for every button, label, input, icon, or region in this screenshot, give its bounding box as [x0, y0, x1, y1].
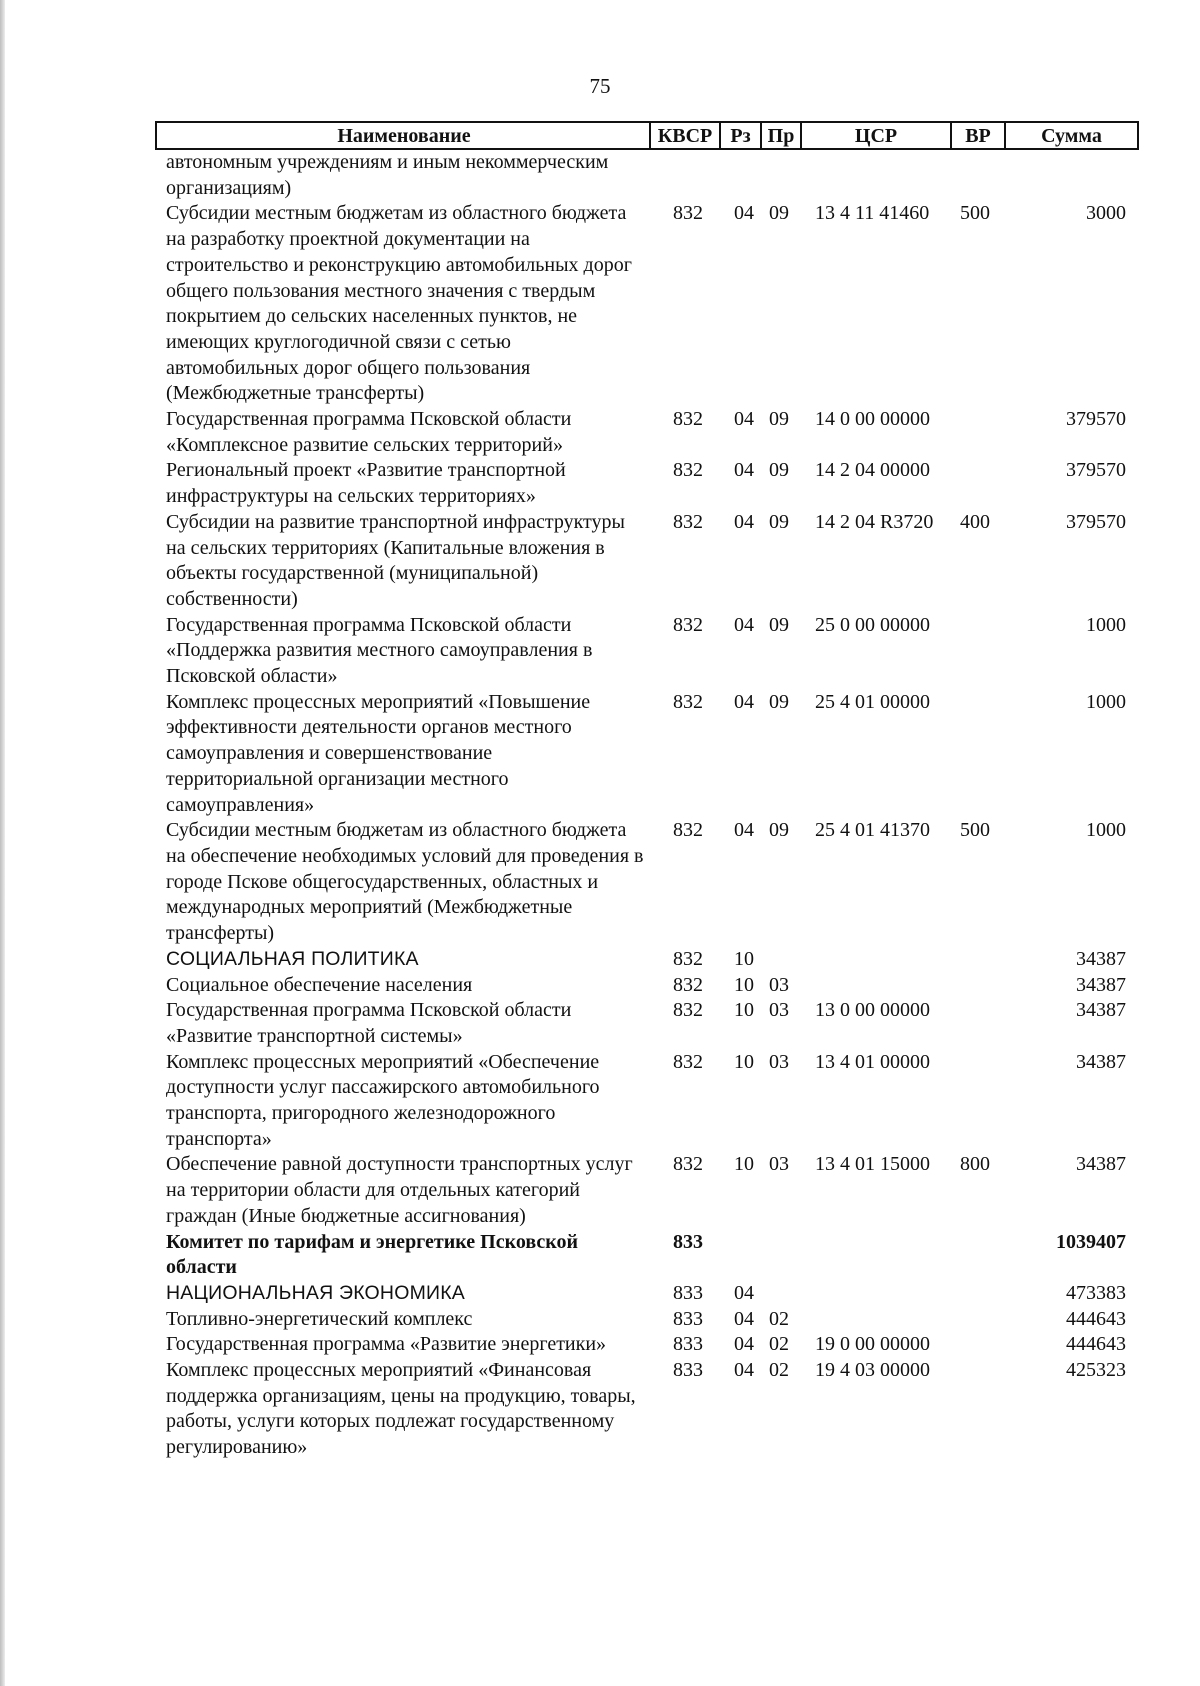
header-pr: Пр	[761, 122, 801, 149]
cell-rz: 04	[734, 1359, 754, 1382]
cell-pr: 09	[769, 613, 789, 636]
cell-rz: 04	[734, 459, 754, 482]
cell-pr	[761, 947, 801, 973]
cell-csr: 19 4 03 00000	[815, 1359, 930, 1382]
table-row	[156, 947, 1138, 973]
cell-kvsr: 832	[673, 408, 703, 431]
cell-rz	[720, 1230, 761, 1281]
cell-kvsr: 833	[673, 1359, 703, 1382]
table-row	[156, 149, 1138, 201]
cell-csr: 13 4 11 41460	[815, 202, 930, 225]
cell-pr: 03	[769, 973, 789, 996]
table-row	[156, 613, 1138, 690]
table-row	[156, 818, 1138, 947]
cell-kvsr: 833	[673, 1307, 703, 1330]
cell-kvsr: 832	[673, 1050, 703, 1073]
cell-name: Топливно-энергетический комплекс	[166, 1307, 473, 1330]
cell-name: Комплекс процессных мероприятий «Финансовая поддержка организациям, цены на продукцию, товары, работы, услуги которых подлежат государственному регулированию»	[166, 1359, 636, 1459]
cell-vr: 800	[960, 1153, 990, 1176]
cell-vr	[951, 1332, 1005, 1358]
header-sum: Сумма	[1005, 122, 1138, 149]
cell-csr	[801, 1281, 951, 1307]
cell-sum: 1000	[1086, 690, 1126, 713]
cell-vr	[951, 1307, 1005, 1333]
cell-csr: 13 4 01 00000	[815, 1050, 930, 1073]
cell-name: НАЦИОНАЛЬНАЯ ЭКОНОМИКА	[166, 1281, 465, 1304]
cell-sum: 34387	[1076, 947, 1126, 970]
cell-name: Государственная программа Псковской области «Развитие транспортной системы»	[166, 999, 572, 1047]
cell-pr	[761, 1281, 801, 1307]
cell-kvsr: 832	[673, 999, 703, 1022]
cell-vr: 500	[960, 819, 990, 842]
table-row	[156, 201, 1138, 407]
cell-csr: 14 2 04 R3720	[815, 510, 934, 533]
table-row	[156, 510, 1138, 613]
cell-pr: 09	[769, 690, 789, 713]
cell-name: Социальное обеспечение населения	[166, 973, 473, 996]
cell-csr	[801, 973, 951, 999]
cell-vr	[951, 1050, 1005, 1153]
cell-sum: 3000	[1086, 202, 1126, 225]
cell-sum: 444643	[1066, 1307, 1126, 1330]
cell-pr: 03	[769, 1050, 789, 1073]
table-row	[156, 690, 1138, 819]
cell-vr	[951, 998, 1005, 1049]
cell-vr	[951, 407, 1005, 458]
cell-pr: 02	[769, 1359, 789, 1382]
cell-rz: 10	[734, 999, 754, 1022]
cell-rz: 04	[734, 202, 754, 225]
cell-name: автономным учреждениям и иным некоммерческим организациям)	[166, 151, 609, 199]
cell-kvsr: 833	[673, 1281, 703, 1304]
cell-rz: 10	[734, 947, 754, 970]
header-kvsr: КВСР	[650, 122, 720, 149]
header-name: Наименование	[156, 122, 650, 149]
table-header	[156, 122, 1138, 149]
cell-kvsr: 832	[673, 613, 703, 636]
header-rz: Рз	[720, 122, 761, 149]
cell-name: Обеспечение равной доступности транспортных услуг на территории области для отдельных категорий граждан (Иные бюджетные ассигнования)	[166, 1153, 633, 1227]
cell-pr: 09	[769, 510, 789, 533]
cell-vr	[951, 1281, 1005, 1307]
cell-name: Комитет по тарифам и энергетике Псковской области	[166, 1230, 579, 1279]
cell-kvsr: 833	[673, 1333, 703, 1356]
cell-rz: 04	[734, 1281, 754, 1304]
table-row	[156, 1358, 1138, 1461]
cell-csr	[801, 149, 951, 201]
cell-csr: 19 0 00 00000	[815, 1333, 930, 1356]
cell-kvsr: 832	[673, 510, 703, 533]
cell-sum: 1000	[1086, 613, 1126, 636]
cell-name: Субсидии на развитие транспортной инфраструктуры на сельских территориях (Капитальные вложения в объекты государственной (муниципальной) собственности)	[166, 510, 625, 610]
table-row	[156, 1332, 1138, 1358]
cell-csr	[801, 947, 951, 973]
cell-sum	[1005, 149, 1138, 201]
cell-sum: 379570	[1066, 510, 1126, 533]
cell-name: СОЦИАЛЬНАЯ ПОЛИТИКА	[166, 947, 419, 970]
cell-kvsr: 832	[673, 819, 703, 842]
header-vr: ВР	[951, 122, 1005, 149]
page-number: 75	[589, 74, 611, 98]
cell-name: Субсидии местным бюджетам из областного бюджета на обеспечение необходимых условий для проведения в городе Пскове общегосударственных, областных и международных мероприятий (Межбюджетные трансферты)	[166, 819, 644, 945]
cell-csr: 14 2 04 00000	[815, 459, 930, 482]
cell-sum: 473383	[1066, 1281, 1126, 1304]
cell-csr: 13 0 00 00000	[815, 999, 930, 1022]
cell-name: Государственная программа «Развитие энергетики»	[166, 1333, 607, 1356]
cell-rz: 04	[734, 1307, 754, 1330]
cell-vr	[951, 973, 1005, 999]
cell-sum: 34387	[1076, 1153, 1126, 1176]
cell-sum: 34387	[1076, 999, 1126, 1022]
cell-vr	[951, 1358, 1005, 1461]
table-body	[156, 149, 1138, 1461]
cell-rz: 04	[734, 690, 754, 713]
header-row	[156, 122, 1138, 149]
table-row	[156, 458, 1138, 509]
cell-pr: 02	[769, 1333, 789, 1356]
header-csr: ЦСР	[801, 122, 951, 149]
cell-rz: 10	[734, 973, 754, 996]
cell-kvsr: 832	[673, 690, 703, 713]
cell-csr: 25 4 01 41370	[815, 819, 930, 842]
cell-pr: 09	[769, 459, 789, 482]
cell-name: Государственная программа Псковской области «Комплексное развитие сельских территорий»	[166, 408, 572, 456]
cell-csr: 14 0 00 00000	[815, 408, 930, 431]
cell-rz: 04	[734, 1333, 754, 1356]
cell-pr: 02	[769, 1307, 789, 1330]
cell-vr	[951, 690, 1005, 819]
budget-table	[155, 121, 1139, 1461]
cell-name: Региональный проект «Развитие транспортной инфраструктуры на сельских территориях»	[166, 459, 566, 508]
cell-vr: 500	[960, 202, 990, 225]
cell-vr	[951, 458, 1005, 509]
cell-kvsr: 833	[673, 1230, 703, 1253]
cell-vr: 400	[960, 510, 990, 533]
table-row	[156, 1050, 1138, 1153]
cell-sum: 379570	[1066, 459, 1126, 482]
cell-vr	[951, 947, 1005, 973]
table-row	[156, 1230, 1138, 1281]
cell-sum: 34387	[1076, 973, 1126, 996]
cell-csr	[801, 1307, 951, 1333]
cell-rz: 04	[734, 613, 754, 636]
cell-kvsr: 832	[673, 459, 703, 482]
cell-pr	[761, 1230, 801, 1281]
cell-pr: 09	[769, 819, 789, 842]
cell-csr: 25 4 01 00000	[815, 690, 930, 713]
cell-pr: 09	[769, 202, 789, 225]
cell-vr	[951, 149, 1005, 201]
table-row	[156, 1152, 1138, 1229]
cell-name: Комплекс процессных мероприятий «Повышение эффективности деятельности органов местного самоуправления и совершенствование территориальной организации местного самоуправления»	[166, 690, 591, 816]
cell-kvsr: 832	[673, 947, 703, 970]
cell-rz: 04	[734, 408, 754, 431]
scan-edge	[0, 0, 5, 1686]
cell-vr	[951, 613, 1005, 690]
cell-rz: 04	[734, 819, 754, 842]
cell-pr: 03	[769, 999, 789, 1022]
cell-sum: 444643	[1066, 1333, 1126, 1356]
cell-csr: 13 4 01 15000	[815, 1153, 930, 1176]
cell-vr	[951, 1230, 1005, 1281]
cell-pr	[761, 149, 801, 201]
table-row	[156, 1307, 1138, 1333]
cell-pr: 09	[769, 408, 789, 431]
table-row	[156, 407, 1138, 458]
cell-kvsr: 832	[673, 1153, 703, 1176]
table-row	[156, 1281, 1138, 1307]
cell-kvsr: 832	[673, 973, 703, 996]
cell-pr: 03	[769, 1153, 789, 1176]
cell-rz: 10	[734, 1153, 754, 1176]
cell-sum: 425323	[1066, 1359, 1126, 1382]
cell-sum: 34387	[1076, 1050, 1126, 1073]
cell-name: Комплекс процессных мероприятий «Обеспечение доступности услуг пассажирского автомобильного транспорта, пригородного железнодорожного транспорта»	[166, 1050, 600, 1150]
cell-rz: 10	[734, 1050, 754, 1073]
cell-kvsr: 832	[673, 202, 703, 225]
cell-csr	[801, 1230, 951, 1281]
cell-sum: 1039407	[1056, 1230, 1126, 1253]
cell-name: Государственная программа Псковской области «Поддержка развития местного самоуправления в Псковской области»	[166, 613, 593, 688]
cell-name: Субсидии местным бюджетам из областного бюджета на разработку проектной документации на строительство и реконструкцию автомобильных дорог общего пользования местного значения с твердым покрытием до сельских населенных пунктов, не имеющих круглогодичной связи с сетью автомобильных дорог общего пользования (Межбюджетные трансферты)	[166, 202, 632, 405]
cell-rz	[720, 149, 761, 201]
table-row	[156, 998, 1138, 1049]
cell-rz: 04	[734, 510, 754, 533]
cell-sum: 1000	[1086, 819, 1126, 842]
cell-csr: 25 0 00 00000	[815, 613, 930, 636]
cell-sum: 379570	[1066, 408, 1126, 431]
cell-kvsr	[650, 149, 720, 201]
table-row	[156, 973, 1138, 999]
